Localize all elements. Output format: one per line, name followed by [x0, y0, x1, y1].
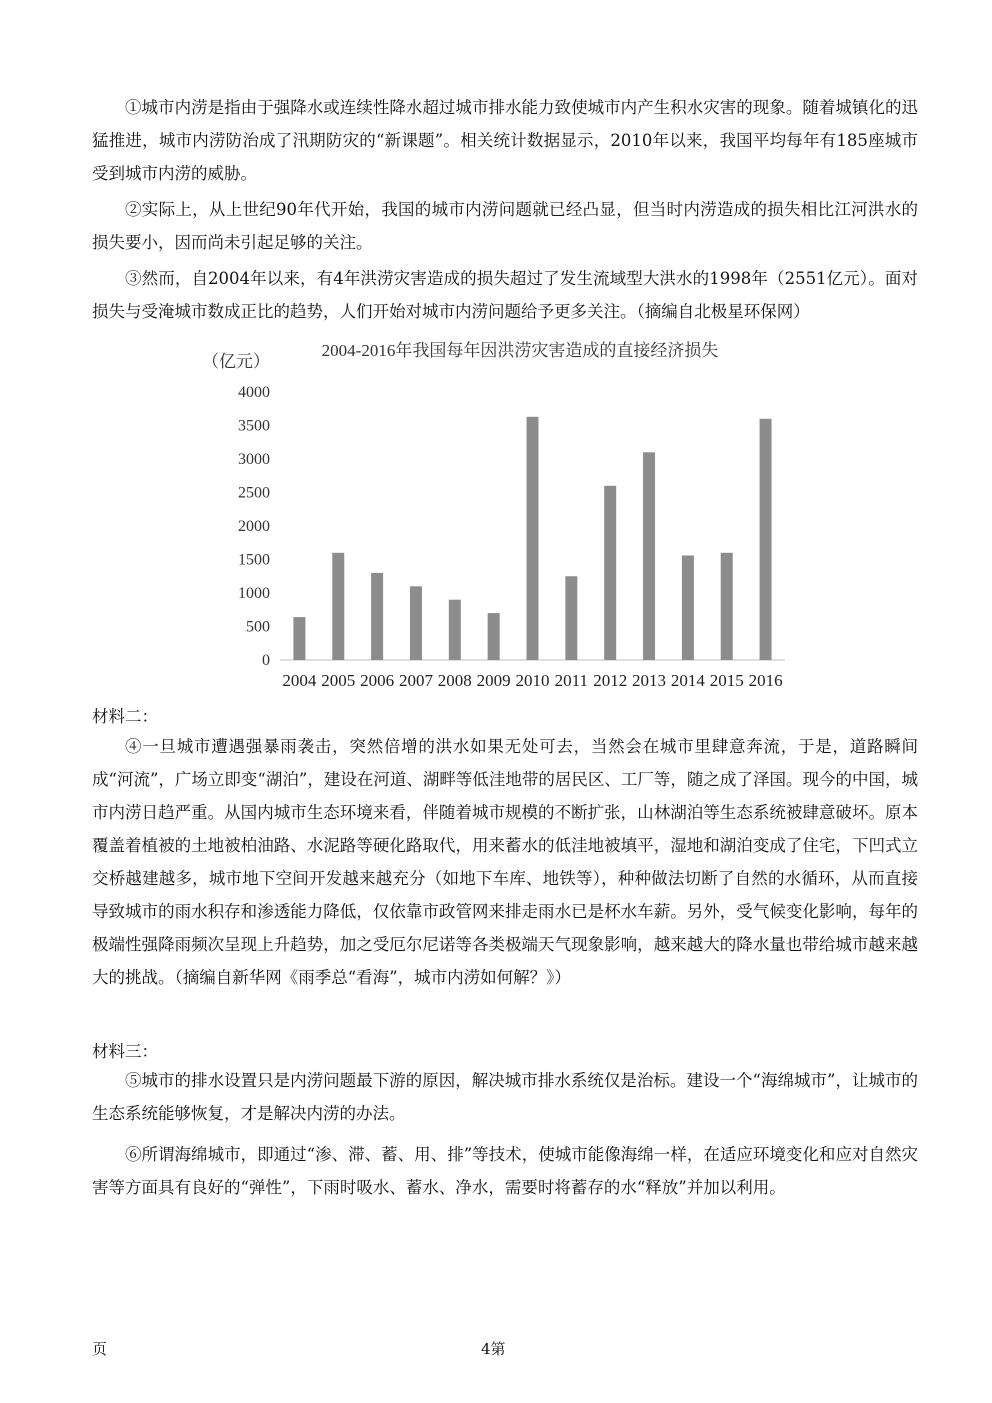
x-tick-label: 2010 — [515, 671, 550, 690]
chart-title: 2004-2016年我国每年因洪涝灾害造成的直接经济损失 — [321, 341, 719, 360]
y-tick-label: 3500 — [238, 417, 270, 435]
bar-2014 — [682, 555, 694, 660]
footer-left: 页 — [92, 1340, 108, 1358]
x-tick-label: 2011 — [554, 671, 589, 690]
bar-2013 — [643, 452, 655, 660]
paragraph-1: ①城市内涝是指由于强降水或连续性降水超过城市排水能力致使城市内产生积水灾害的现象。随着城镇化的迅猛推进，城市内涝防治成了汛期防灾的“新课题”。相关统计数据显示，2010年以来，我国平均每年有185座城市受到城市内涝的威胁。 — [92, 98, 918, 183]
y-tick-label: 2500 — [238, 484, 270, 502]
material-2-heading: 材料二： — [92, 707, 158, 726]
paragraph-4: ④一旦城市遭遇强暴雨袭击，突然倍增的洪水如果无处可去，当然会在城市里肆意奔流，于是，道路瞬间成“河流”，广场立即变“湖泊”，建设在河道、湖畔等低洼地带的居民区、工厂等，随之成了泽国。现今的中国，城市内涝日趋严重。从国内城市生态环境来看，伴随着城市规模的不断扩张，山林湖泊等生态系统被肆意破坏。原本覆盖着植被的土地被柏油路、水泥路等硬化路取代，用来蓄水的低洼地被填平，湿地和湖泊变成了住宅，下凹式立交桥越建越多，城市地下空间开发越来越充分（如地下车库、地铁等），种种做法切断了自然的水循环，从而直接导致城市的雨水积存和渗透能力降低，仅依靠市政管网来排走雨水已是杯水车薪。另外，受气候变化影响，每年的极端性强降雨频次呈现上升趋势，加之受厄尔尼诺等各类极端天气现象影响，越来越大的降水量也带给城市越来越大的挑战。（摘编自新华网《雨季总“看海”，城市内涝如何解？》） — [92, 737, 918, 987]
bar-2011 — [565, 576, 577, 660]
bar-2010 — [527, 417, 539, 660]
y-tick-label: 1500 — [238, 551, 270, 569]
bar-2016 — [760, 419, 772, 660]
bar-2009 — [488, 613, 500, 660]
x-tick-label: 2007 — [398, 671, 433, 690]
bar-2006 — [371, 573, 383, 660]
paragraph-3: ③然而，自2004年以来，有4年洪涝灾害造成的损失超过了发生流域型大洪水的1998年（2551亿元）。面对损失与受淹城市数成正比的趋势，人们开始对城市内涝问题给予更多关注。（摘编自北极星环保网） — [92, 269, 918, 321]
loss-bar-chart — [200, 336, 800, 691]
material-3-heading: 材料三： — [92, 1042, 158, 1061]
footer-page-number: 4第 — [481, 1340, 506, 1358]
bar-2015 — [721, 553, 733, 660]
x-tick-label: 2014 — [670, 671, 705, 690]
bar-2005 — [332, 553, 344, 660]
bar-2007 — [410, 586, 422, 660]
y-tick-label: 4000 — [238, 384, 270, 401]
y-tick-label: 1000 — [238, 585, 270, 602]
x-tick-label: 2015 — [709, 671, 744, 690]
bar-2012 — [604, 486, 616, 660]
bar-2008 — [449, 600, 461, 660]
x-tick-label: 2009 — [476, 671, 511, 690]
x-tick-label: 2012 — [593, 671, 628, 690]
y-axis-unit-label: （亿元） — [202, 352, 270, 371]
paragraph-2: ②实际上，从上世纪90年代开始，我国的城市内涝问题就已经凸显，但当时内涝造成的损失相比江河洪水的损失要小，因而尚未引起足够的关注。 — [92, 200, 918, 252]
y-tick-label: 0 — [262, 652, 270, 669]
x-tick-label: 2016 — [748, 671, 783, 690]
y-tick-label: 2000 — [238, 518, 270, 535]
x-tick-label: 2013 — [632, 671, 667, 690]
y-tick-label: 3000 — [238, 451, 270, 468]
y-tick-label: 500 — [246, 618, 270, 636]
paragraph-6: ⑥所谓海绵城市，即通过“渗、滞、蓄、用、排”等技术，使城市能像海绵一样，在适应环境变化和应对自然灾害等方面具有良好的“弹性”，下雨时吸水、蓄水、净水，需要时将蓄存的水“释放”并加以利用。 — [92, 1145, 918, 1197]
paragraph-5: ⑤城市的排水设置只是内涝问题最下游的原因，解决城市排水系统仅是治标。建设一个“海绵城市”，让城市的生态系统能够恢复，才是解决内涝的办法。 — [92, 1071, 918, 1123]
bar-2004 — [293, 617, 305, 660]
x-tick-label: 2004 — [282, 671, 317, 690]
x-tick-label: 2006 — [360, 671, 395, 690]
x-tick-label: 2008 — [437, 671, 472, 690]
x-tick-label: 2005 — [321, 671, 356, 690]
